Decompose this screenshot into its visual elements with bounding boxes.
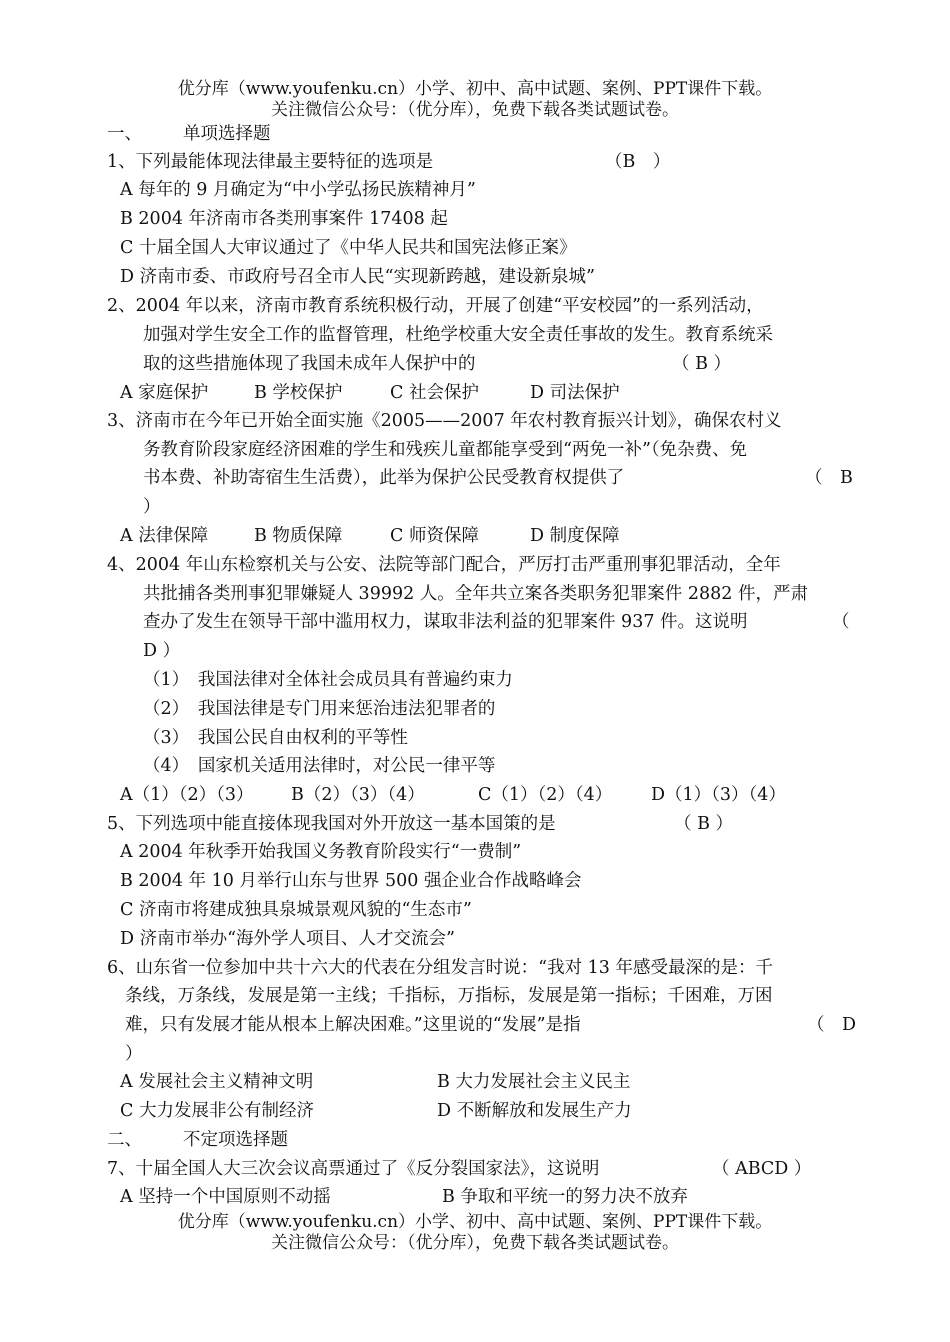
section-1-number: 一、 <box>107 124 142 144</box>
q4-option-c: C（1）（2）（4） <box>478 785 613 805</box>
q3-option-a: A 法律保障 <box>120 526 209 546</box>
q1-option-b: B 2004 年济南市各类刑事案件 17408 起 <box>120 209 448 229</box>
q6-answer-open: （ D <box>807 1015 857 1035</box>
q4-option-a: A（1）（2）（3） <box>120 785 254 805</box>
q6-option-d: D 不断解放和发展生产力 <box>437 1101 632 1121</box>
q3-option-d: D 制度保障 <box>530 526 620 546</box>
q7-answer: （ ABCD ） <box>712 1159 812 1179</box>
q1-option-d: D 济南市委、市政府号召全市人民“实现新跨越，建设新泉城” <box>120 267 595 287</box>
q5-stem: 5、下列选项中能直接体现我国对外开放这一基本国策的是 <box>107 814 556 834</box>
section-2-number: 二、 <box>107 1130 142 1150</box>
q3-answer-open: （ B <box>805 468 853 488</box>
q6-line-3: 难，只有发展才能从根本上解决困难。”这里说的“发展”是指 <box>125 1015 581 1035</box>
q4-option-d: D（1）（3）（4） <box>651 785 786 805</box>
section-2-title: 不定项选择题 <box>183 1130 288 1150</box>
q3-option-b: B 物质保障 <box>254 526 343 546</box>
q2-answer: （ B ） <box>672 354 731 374</box>
q6-option-b: B 大力发展社会主义民主 <box>437 1072 631 1092</box>
q3-line-1: 3、济南市在今年已开始全面实施《2005——2007 年农村教育振兴计划》，确保农村义 <box>107 411 782 431</box>
q6-line-2: 条线，万条线，发展是第一主线；千指标，万指标，发展是第一指标；千困难，万困 <box>125 986 773 1006</box>
footer-line-1: 优分库（www.youfenku.cn）小学、初中、高中试题、案例、PPT课件下载。 <box>177 1212 773 1232</box>
section-1-title: 单项选择题 <box>183 124 271 144</box>
q1-option-c: C 十届全国人大审议通过了《中华人民共和国宪法修正案》 <box>120 238 577 258</box>
q4-item-2: （2） 我国法律是专门用来惩治违法犯罪者的 <box>143 699 496 719</box>
q6-answer-close: ） <box>125 1044 143 1064</box>
q2-option-b: B 学校保护 <box>254 383 343 403</box>
header-line-1: 优分库（www.youfenku.cn）小学、初中、高中试题、案例、PPT课件下载。 <box>177 79 773 99</box>
q5-option-b: B 2004 年 10 月举行山东与世界 500 强企业合作战略峰会 <box>120 871 582 891</box>
q2-line-2: 加强对学生安全工作的监督管理，杜绝学校重大安全责任事故的发生。教育系统采 <box>143 325 773 345</box>
q4-answer-close: D ） <box>143 641 181 661</box>
q1-option-a: A 每年的 9 月确定为“中小学弘扬民族精神月” <box>120 180 476 200</box>
q5-answer: （ B ） <box>674 814 733 834</box>
q4-line-2: 共批捕各类刑事犯罪嫌疑人 39992 人。全年共立案各类职务犯罪案件 2882 件，严肃 <box>143 584 808 604</box>
q3-option-c: C 师资保障 <box>390 526 479 546</box>
q5-option-c: C 济南市将建成独具泉城景观风貌的“生态市” <box>120 900 472 920</box>
q7-stem: 7、十届全国人大三次会议高票通过了《反分裂国家法》，这说明 <box>107 1159 600 1179</box>
q4-option-b: B（2）（3）（4） <box>291 785 425 805</box>
q4-line-1: 4、2004 年山东检察机关与公安、法院等部门配合，严厉打击严重刑事犯罪活动，全年 <box>107 555 781 575</box>
q4-item-4: （4） 国家机关适用法律时，对公民一律平等 <box>143 756 496 776</box>
q3-line-2: 务教育阶段家庭经济困难的学生和残疾儿童都能享受到“两免一补”（免杂费、免 <box>143 440 748 460</box>
q3-answer-close: ） <box>143 497 161 517</box>
q2-option-d: D 司法保护 <box>530 383 620 403</box>
q6-line-1: 6、山东省一位参加中共十六大的代表在分组发言时说：“我对 13 年感受最深的是：千 <box>107 958 773 978</box>
q2-option-a: A 家庭保护 <box>120 383 209 403</box>
q2-option-c: C 社会保护 <box>390 383 479 403</box>
footer-line-2: 关注微信公众号：（优分库），免费下载各类试题试卷。 <box>271 1233 679 1253</box>
q6-option-a: A 发展社会主义精神文明 <box>120 1072 314 1092</box>
header-line-2: 关注微信公众号：（优分库），免费下载各类试题试卷。 <box>271 100 679 120</box>
q2-line-3: 取的这些措施体现了我国未成年人保护中的 <box>143 354 476 374</box>
q5-option-d: D 济南市举办“海外学人项目、人才交流会” <box>120 929 455 949</box>
q4-item-1: （1） 我国法律对全体社会成员具有普遍约束力 <box>143 670 513 690</box>
q7-option-a: A 坚持一个中国原则不动摇 <box>120 1187 331 1207</box>
q3-line-3: 书本费、补助寄宿生生活费），此举为保护公民受教育权提供了 <box>143 468 625 488</box>
q5-option-a: A 2004 年秋季开始我国义务教育阶段实行“一费制” <box>120 842 522 862</box>
q1-stem: 1、下列最能体现法律最主要特征的选项是 <box>107 152 434 172</box>
q4-answer-open: （ <box>832 612 850 632</box>
q7-option-b: B 争取和平统一的努力决不放弃 <box>442 1187 688 1207</box>
q4-line-3: 查办了发生在领导干部中滥用权力，谋取非法利益的犯罪案件 937 件。这说明 <box>143 612 748 632</box>
q4-item-3: （3） 我国公民自由权利的平等性 <box>143 728 408 748</box>
q1-answer: （B ） <box>605 152 671 172</box>
q2-line-1: 2、2004 年以来，济南市教育系统积极行动，开展了创建“平安校园”的一系列活动， <box>107 296 764 316</box>
q6-option-c: C 大力发展非公有制经济 <box>120 1101 314 1121</box>
